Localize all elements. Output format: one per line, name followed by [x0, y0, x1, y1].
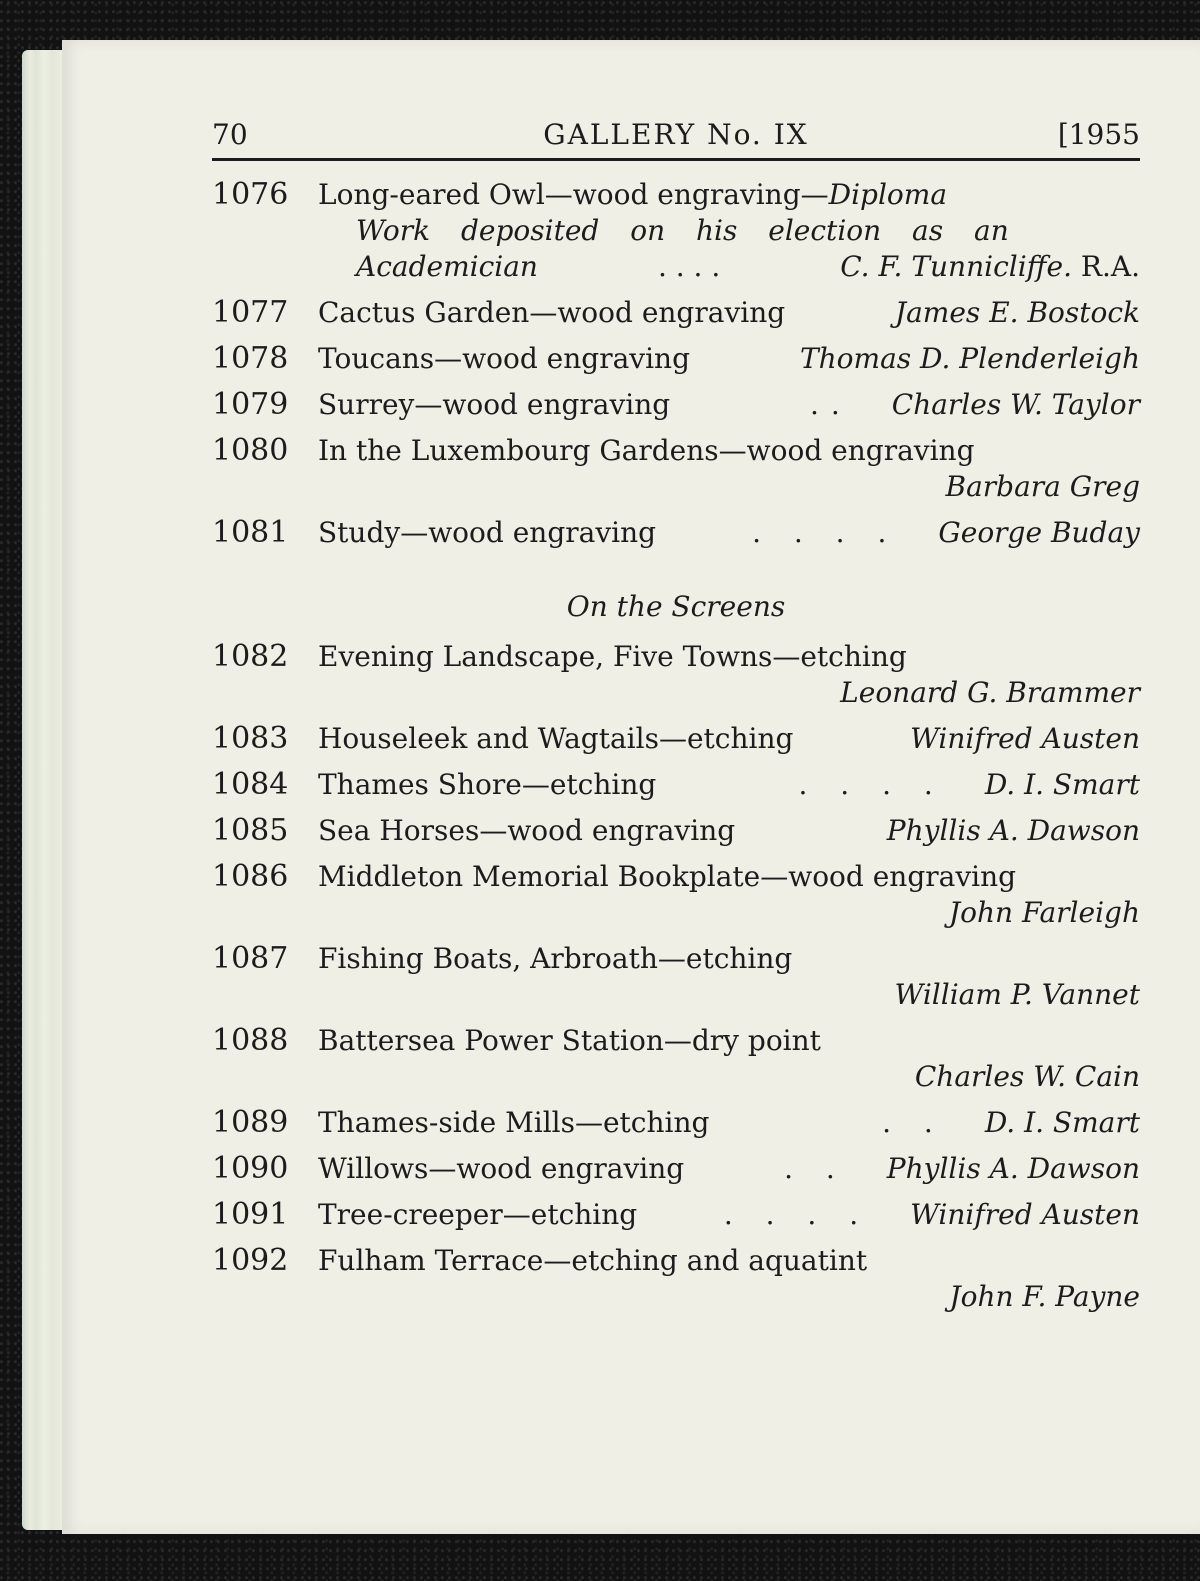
entry-title: Study—wood engraving	[318, 516, 657, 549]
page-number: 70	[212, 118, 248, 151]
entry-artist: James E. Bostock	[894, 296, 1140, 329]
entry-number: 1086	[212, 859, 289, 894]
entry-1084	[212, 767, 1140, 803]
leader-dots: ..	[809, 388, 852, 421]
entry-artist: Charles W. Cain	[914, 1060, 1140, 1093]
entry-number: 1083	[212, 721, 289, 756]
entry-1083	[212, 721, 1140, 757]
entry-number: 1081	[212, 515, 289, 550]
entry-artist: D. I. Smart	[984, 1106, 1140, 1139]
entry-artist: Winifred Austen	[910, 1198, 1140, 1231]
entry-artist: John Farleigh	[948, 896, 1140, 929]
entry-title: Thames-side Mills—etching	[318, 1106, 710, 1139]
leader-dots: . . . .	[723, 1198, 871, 1231]
entry-1081	[212, 515, 1140, 551]
leader-dots: . .	[784, 1152, 847, 1185]
section-heading: On the Screens	[566, 590, 786, 623]
entry-title: Willows—wood engraving	[318, 1152, 685, 1185]
entry-title: Long-eared Owl—wood engraving—	[318, 178, 829, 211]
entry-artist: Winifred Austen	[910, 722, 1140, 755]
entry-number: 1092	[212, 1243, 289, 1278]
entry-1092	[212, 1243, 1140, 1315]
catalogue-entries	[212, 177, 1140, 1315]
entry-artist: George Buday	[938, 516, 1140, 549]
entry-artist: Leonard G. Brammer	[840, 676, 1140, 709]
entry-title-italic: Diploma	[828, 178, 948, 211]
entry-number: 1077	[212, 295, 289, 330]
entry-artist: Thomas D. Plenderleigh	[799, 342, 1140, 375]
leader-dots: . . . .	[752, 516, 899, 549]
entry-number: 1076	[212, 177, 289, 212]
entry-artist: Barbara Greg	[945, 470, 1140, 503]
entry-1087	[212, 941, 1140, 1013]
entry-1090	[212, 1151, 1140, 1187]
entry-number: 1080	[212, 433, 289, 468]
entry-number: 1082	[212, 639, 289, 674]
entry-number: 1090	[212, 1151, 289, 1186]
entry-number: 1084	[212, 767, 289, 802]
entry-continuation-2: Academician	[356, 250, 538, 283]
entry-1079	[212, 387, 1140, 423]
entry-number: 1089	[212, 1105, 289, 1140]
entry-1077	[212, 295, 1140, 331]
running-header	[212, 112, 1140, 161]
entry-title: Surrey—wood engraving	[318, 388, 671, 421]
entry-1078	[212, 341, 1140, 377]
entry-number: 1085	[212, 813, 289, 848]
page-content	[212, 112, 1140, 1325]
entry-title: Fulham Terrace—etching and aquatint	[318, 1244, 868, 1277]
entry-artist: C. F. Tunnicliffe.	[840, 250, 1072, 283]
book-page	[62, 40, 1200, 1534]
entry-continuation: Work deposited on his election as an	[356, 214, 1009, 247]
entry-artist: John F. Payne	[949, 1280, 1140, 1313]
leader-dots: . . . .	[798, 768, 945, 801]
entry-number: 1091	[212, 1197, 289, 1232]
artist-suffix: R.A.	[1080, 250, 1140, 283]
entry-artist: William P. Vannet	[894, 978, 1140, 1011]
entry-title: In the Luxembourg Gardens—wood engraving	[318, 434, 975, 467]
entry-artist: Phyllis A. Dawson	[886, 814, 1140, 847]
leader-dots: . . . .	[657, 250, 721, 283]
entry-artist: D. I. Smart	[984, 768, 1140, 801]
entry-artist: Phyllis A. Dawson	[886, 1152, 1140, 1185]
entry-title: Toucans—wood engraving	[318, 342, 691, 375]
entry-1076	[212, 177, 1140, 285]
entry-number: 1078	[212, 341, 289, 376]
entry-title: Fishing Boats, Arbroath—etching	[318, 942, 793, 975]
entry-number: 1087	[212, 941, 289, 976]
entry-1089	[212, 1105, 1140, 1141]
entry-title: Houseleek and Wagtails—etching	[318, 722, 794, 755]
entry-number: 1079	[212, 387, 289, 422]
leader-dots: . .	[882, 1106, 945, 1139]
page-title: GALLERY No. IX	[543, 118, 809, 151]
entry-1086	[212, 859, 1140, 931]
entry-artist: Charles W. Taylor	[891, 388, 1140, 421]
entry-title: Tree-creeper—etching	[318, 1198, 638, 1231]
entry-1091	[212, 1197, 1140, 1233]
entry-title: Sea Horses—wood engraving	[318, 814, 736, 847]
entry-title: Evening Landscape, Five Towns—etching	[318, 640, 907, 673]
entry-1088	[212, 1023, 1140, 1095]
entry-title: Battersea Power Station—dry point	[318, 1024, 821, 1057]
year: [1955	[1057, 118, 1140, 151]
entry-title: Thames Shore—etching	[318, 768, 657, 801]
entry-1082	[212, 639, 1140, 711]
entry-number: 1088	[212, 1023, 289, 1058]
entry-title: Cactus Garden—wood engraving	[318, 296, 786, 329]
entry-1080	[212, 433, 1140, 505]
entry-1085	[212, 813, 1140, 849]
entry-title: Middleton Memorial Bookplate—wood engraving	[318, 860, 1017, 893]
